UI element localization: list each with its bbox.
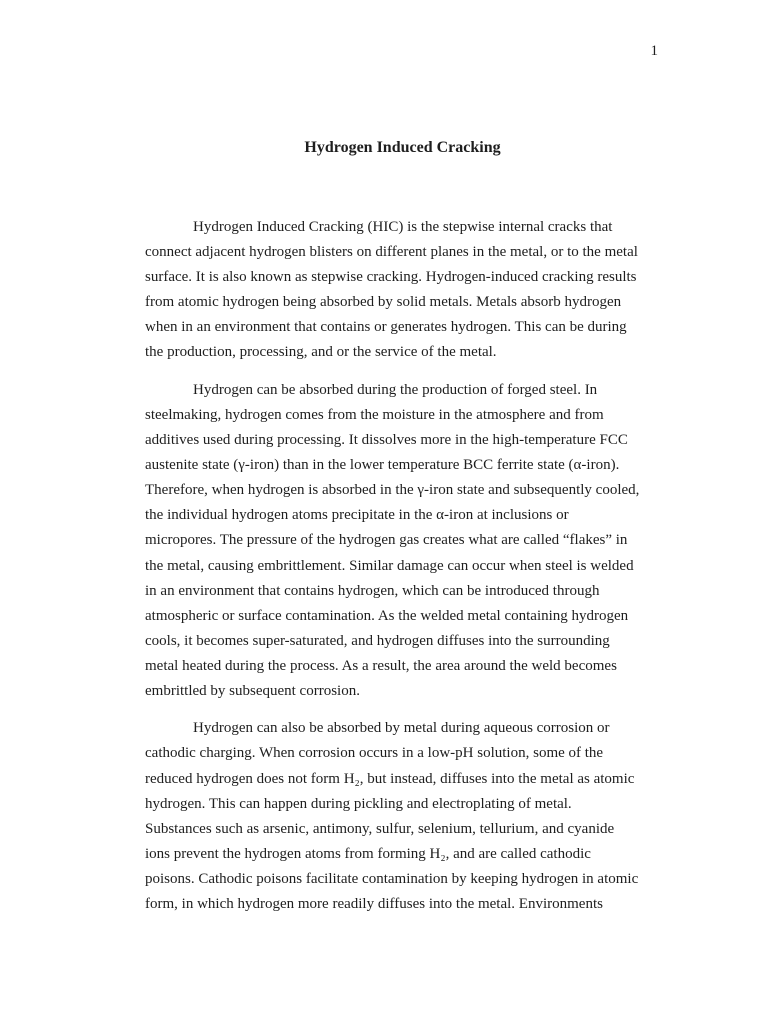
text-line: reduced hydrogen does not form H₂, but instead, diffuses into the metal as atomic: [145, 770, 635, 787]
text-line: Substances such as arsenic, antimony, sulfur, selenium, tellurium, and cyanide: [145, 820, 615, 837]
text-line: in an environment that contains hydrogen, which can be introduced through: [145, 582, 600, 599]
text-line: the metal, causing embrittlement. Similar damage can occur when steel is welded: [145, 557, 634, 574]
text-line: cathodic charging. When corrosion occurs in a low-pH solution, some of the: [145, 745, 604, 762]
text-line: Therefore, when hydrogen is absorbed in the γ-iron state and subsequently cooled,: [145, 482, 640, 499]
text-line: steelmaking, hydrogen comes from the moisture in the atmosphere and from: [145, 406, 604, 423]
document-body: [145, 215, 675, 929]
text-line: surface. It is also known as stepwise cracking. Hydrogen-induced cracking results: [145, 269, 637, 286]
text-line: the production, processing, and or the service of the metal.: [145, 344, 497, 361]
text-line: from atomic hydrogen being absorbed by solid metals. Metals absorb hydrogen: [145, 294, 622, 311]
text-line: embrittled by subsequent corrosion.: [145, 682, 360, 699]
text-line: poisons. Cathodic poisons facilitate contamination by keeping hydrogen in atomic: [145, 870, 639, 887]
text-line: Hydrogen can also be absorbed by metal during aqueous corrosion or: [193, 720, 610, 737]
paragraph-1: [145, 215, 675, 366]
text-line: cools, it becomes super-saturated, and hydrogen diffuses into the surrounding: [145, 632, 610, 649]
text-line: hydrogen. This can happen during pickling and electroplating of metal.: [145, 795, 572, 812]
text-line: the individual hydrogen atoms precipitate in the α-iron at inclusions or: [145, 507, 569, 524]
text-line: micropores. The pressure of the hydrogen gas creates what are called “flakes” in: [145, 532, 628, 549]
paragraph-3: [145, 716, 675, 917]
text-line: additives used during processing. It dissolves more in the high-temperature FCC: [145, 432, 628, 449]
text-line: austenite state (γ-iron) than in the lower temperature BCC ferrite state (α-iron).: [145, 457, 620, 474]
text-line: atmospheric or surface contamination. As the welded metal containing hydrogen: [145, 607, 629, 624]
page-number: 1: [650, 43, 658, 59]
text-line: connect adjacent hydrogen blisters on different planes in the metal, or to the metal: [145, 244, 638, 261]
text-line: ions prevent the hydrogen atoms from forming H₂, and are called cathodic: [145, 845, 591, 862]
paragraph-2: [145, 378, 675, 704]
text-line: metal heated during the process. As a result, the area around the weld becomes: [145, 657, 617, 674]
text-line: form, in which hydrogen more readily diffuses into the metal. Environments: [145, 896, 603, 913]
text-line: Hydrogen Induced Cracking (HIC) is the stepwise internal cracks that: [193, 219, 613, 235]
text-line: when in an environment that contains or generates hydrogen. This can be during: [145, 319, 627, 336]
document-title: Hydrogen Induced Cracking: [304, 139, 501, 156]
text-line: Hydrogen can be absorbed during the production of forged steel. In: [193, 381, 598, 398]
